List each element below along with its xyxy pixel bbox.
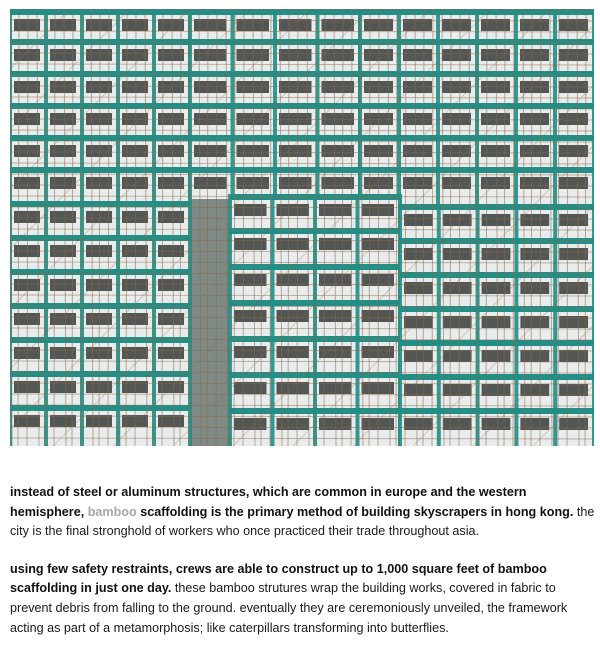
window [559,282,588,294]
bamboo-link[interactable]: bamboo [87,504,137,519]
window [50,81,76,93]
window [122,211,148,223]
window [279,177,312,189]
window [404,384,433,396]
window [404,248,433,260]
paragraph-1-bold-lead: instead of steel or aluminum structures, which are common in europe and the western hemisphere, [10,485,527,519]
window [443,384,472,396]
window [14,81,40,93]
window [559,49,588,61]
paragraph-1-text: the city is the final stronghold of workers who once practiced their trade throughout asia. [10,504,595,539]
teal-floor-band [400,408,594,414]
article-body [10,483,596,656]
window [50,145,76,157]
window [122,81,148,93]
teal-column [228,194,232,446]
scaffolding-photo-image [10,9,594,446]
window [520,49,549,61]
window [559,177,588,189]
window [322,113,355,125]
window [559,113,588,125]
window [279,113,312,125]
paragraph-1-bold-tail: scaffolding is the primary method of building skyscrapers in hong kong. [140,504,574,519]
window [404,350,433,362]
window [403,177,432,189]
window [520,214,549,226]
window [194,145,227,157]
window [442,145,471,157]
window [520,177,549,189]
window [403,113,432,125]
window [14,145,40,157]
window [158,81,184,93]
window [50,49,76,61]
window [237,177,270,189]
window [404,418,433,430]
window [14,211,40,223]
window [322,49,355,61]
window [520,113,549,125]
window [279,81,312,93]
window [86,19,112,31]
window [482,248,511,260]
teal-floor-band [10,269,190,275]
window [482,214,511,226]
window [158,49,184,61]
window [122,177,148,189]
window [279,49,312,61]
window [322,145,355,157]
window [559,384,588,396]
window [442,177,471,189]
window [443,248,472,260]
paragraph-2-bold-lead: using few safety restraints, crews are able to construct up to 1,000 square feet of bamboo scaffolding in just one day. [10,561,547,596]
window [443,214,472,226]
window [122,19,148,31]
teal-column [514,204,518,446]
teal-column [553,204,557,446]
window [481,145,510,157]
teal-floor-band [400,340,594,346]
window [559,248,588,260]
window [14,49,40,61]
window [14,19,40,31]
window [404,282,433,294]
window [403,49,432,61]
scaffolding-photo [10,9,594,446]
paragraph-1 [10,483,596,542]
window [442,113,471,125]
window [237,145,270,157]
window [277,418,310,430]
window [442,49,471,61]
window [481,49,510,61]
window [194,177,227,189]
paragraph-2 [10,560,596,638]
window [158,19,184,31]
teal-floor-band [400,374,594,380]
teal-floor-band [10,405,190,411]
window [86,49,112,61]
paragraph-2-text: these bamboo strutures wrap the building works, covered in fabric to prevent debris from falling to the ground. eventually they are ceremoniously unveiled, the framework acting as part of a metamorphosis; like caterpillars transforming into butterflies. [10,581,568,635]
teal-column [231,9,235,199]
window [158,145,184,157]
window [403,145,432,157]
window [322,177,355,189]
window [122,145,148,157]
window [14,177,40,189]
window [404,214,433,226]
window [237,81,270,93]
